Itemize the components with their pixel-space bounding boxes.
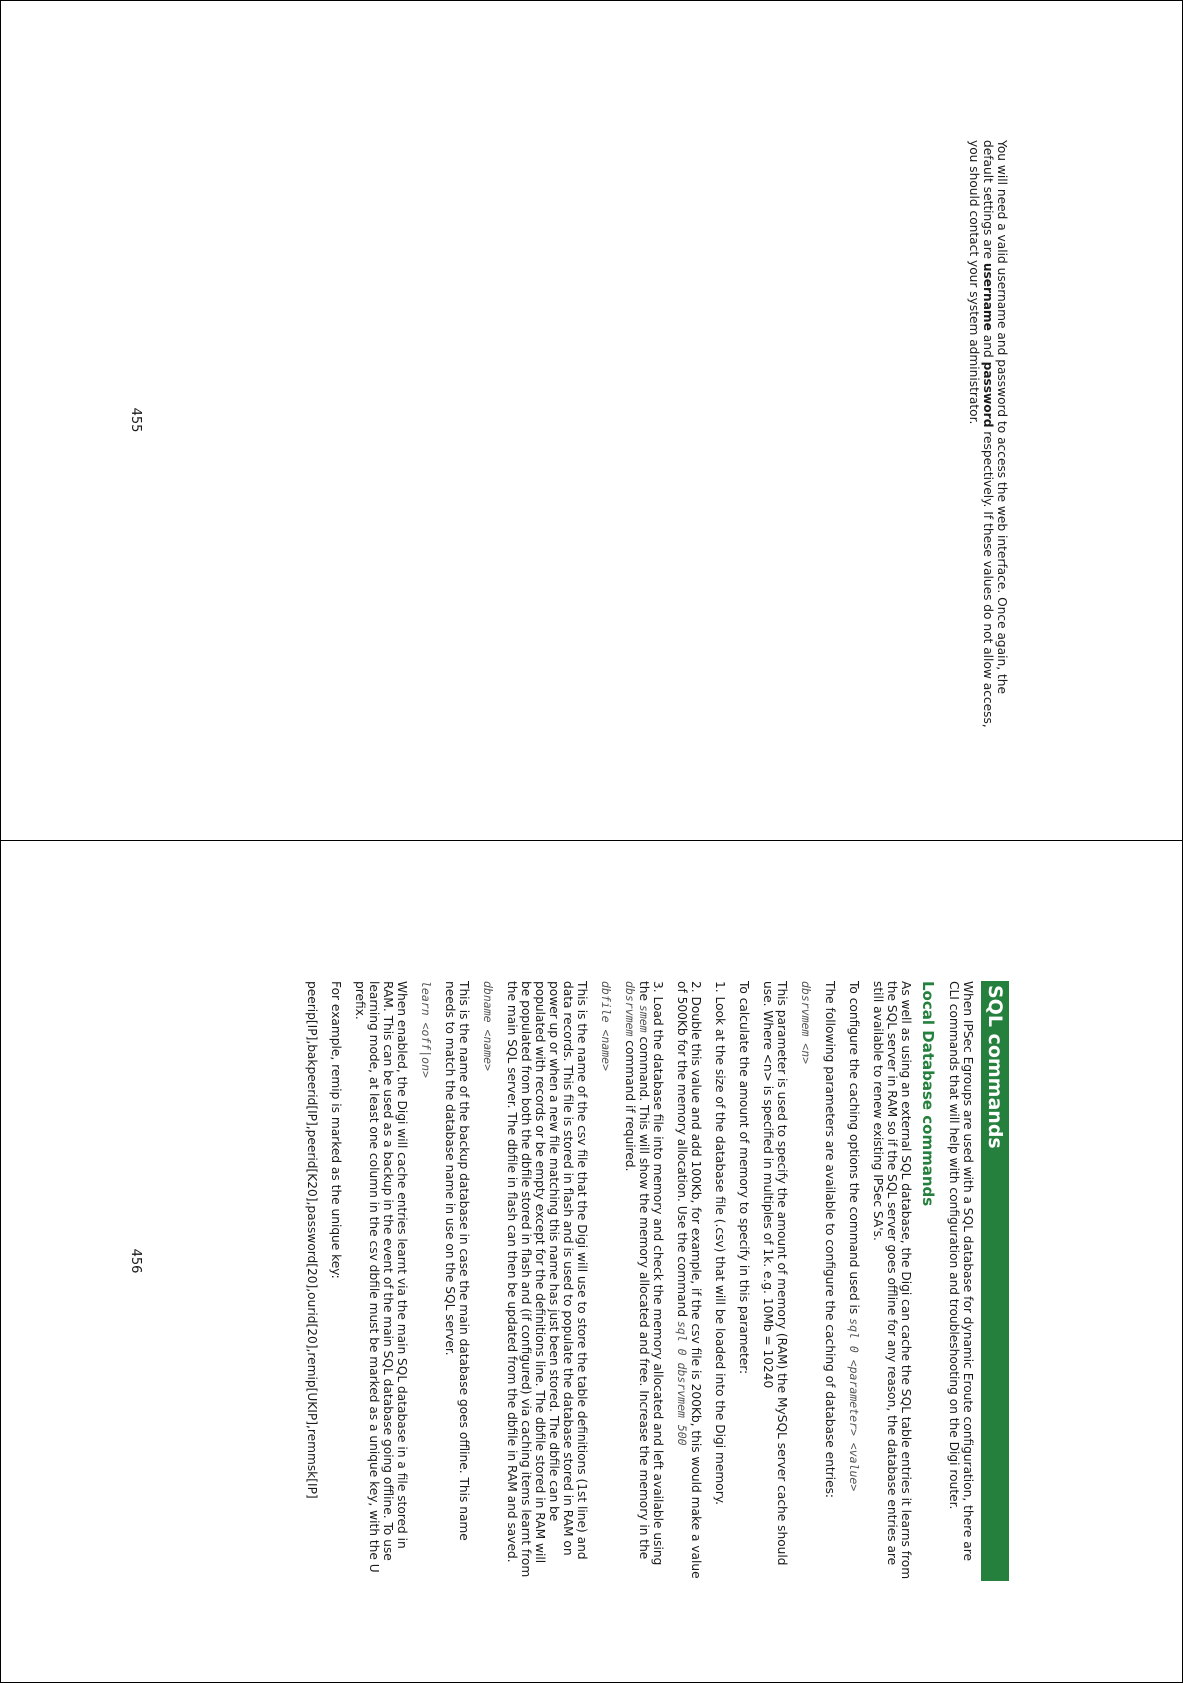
web-access-paragraph — [967, 140, 1009, 740]
page-455 — [0, 0, 1183, 840]
calc-intro: To calculate the amount of memory to specify in this parameter: — [737, 981, 751, 1375]
calc-step-1: 1. Look at the size of the database file (.csv) that will be loaded into the Digi memory. — [713, 981, 727, 1506]
page-456-content — [295, 981, 1009, 1581]
smem-command: smem — [637, 1004, 651, 1033]
dbname-syntax: dbname <name> — [481, 981, 495, 1072]
dbsrvmem-syntax: dbsrvmem <n> — [799, 981, 813, 1065]
page-455-content — [957, 140, 1009, 740]
example-line: peerip[IP],bakpeerid[IP],peerid[K20],password[20],ourid[20],remip[UKIP],remmsk[IP] — [305, 981, 319, 1499]
section-intro: When IPSec Egroups are used with a SQL database for dynamic Eroute configuration, there are CLI commands that will help with configuration and troubleshooting on the Digi router. — [947, 981, 975, 1561]
dbfile-description: This is the name of the csv file that the Digi will use to store the table definitions (1st line) and data records. This file is stored in flash and is used to populate the database stored in RAM on power up or when a new file matching this name has just been stored. The dbfile can be populated with records or be empty except for the definitions line. The dbfile stored in RAM will be populated from both the dbfile stored in flash and (if configured) via caching items learnt from the main SQL server. The dbfile in flash can then be updated from the dbfile in RAM and saved. — [505, 981, 589, 1578]
calc-step-2 — [675, 981, 703, 1581]
learn-syntax: learn <off|on> — [419, 981, 433, 1078]
dbsrvmem-description: This parameter is used to specify the amount of memory (RAM) the MySQL server cache should use. Where <n> is specified in multiples of 1k. e.g. 10Mb = 10240 — [761, 981, 789, 1566]
step2-text: 2. Double this value and add 100Kb, for example, if the csv file is 200Kb, this would make a value of 500Kb for the memory allocation. Use the command — [675, 981, 703, 1579]
section-title: SQL commands — [981, 981, 1009, 1581]
step3-text-b: command. This will show the memory allocated and free. Increase the memory in the — [637, 1032, 651, 1560]
page-456 — [0, 841, 1183, 1681]
password-term: password — [981, 361, 995, 428]
dbfile-syntax: dbfile <name> — [599, 981, 613, 1072]
intro-text-a: You will need a valid username and password to access the web interface. Once again, the default settings are — [981, 140, 1009, 694]
intro-text-b: respectively. If these values do not allow access, you should contact your system administrator. — [967, 140, 995, 728]
username-term: username — [981, 262, 995, 331]
params-intro: The following parameters are available to configure the caching of database entries: — [823, 981, 837, 1499]
config-lead: To configure the caching options the command used is — [847, 981, 861, 1319]
step3-text-c: command if required. — [623, 1036, 637, 1172]
learn-description: When enabled, the Digi will cache entries learnt via the main SQL database in a file stored in RAM. This can be used as a backup in the event of the main SQL database going offline. To use learning mode, at least one column in the csv dbfile must be marked as a unique key, with the U prefix. — [353, 981, 409, 1573]
config-command: sql 0 <parameter> <value> — [847, 1318, 861, 1492]
dbsrvmem-command: dbsrvmem — [623, 981, 637, 1037]
subsection-title: Local Database commands — [919, 981, 937, 1207]
step3-text-a: 3. Load the database file into memory and check the memory allocated and left available using the — [637, 981, 665, 1566]
dbname-description: This is the name of the backup database in case the main database goes offline. This name needs to match the database name in use on the SQL server. — [443, 981, 471, 1541]
calc-step-3 — [623, 981, 665, 1581]
step2-command: sql 0 dbsrvmem 500 — [675, 1320, 689, 1446]
example-lead: For example, remip is marked as the unique key: — [329, 981, 343, 1279]
page-number: 456 — [128, 1248, 143, 1274]
intro-text-and: and — [981, 330, 995, 362]
config-paragraph — [847, 981, 861, 1581]
local-db-paragraph: As well as using an external SQL database, the Digi can cache the SQL table entries it learns from the SQL server in RAM so if the SQL server goes offline for any reason, the database entries are still available to renew existing IPSec SA's. — [871, 981, 913, 1580]
page-number: 455 — [128, 407, 143, 433]
